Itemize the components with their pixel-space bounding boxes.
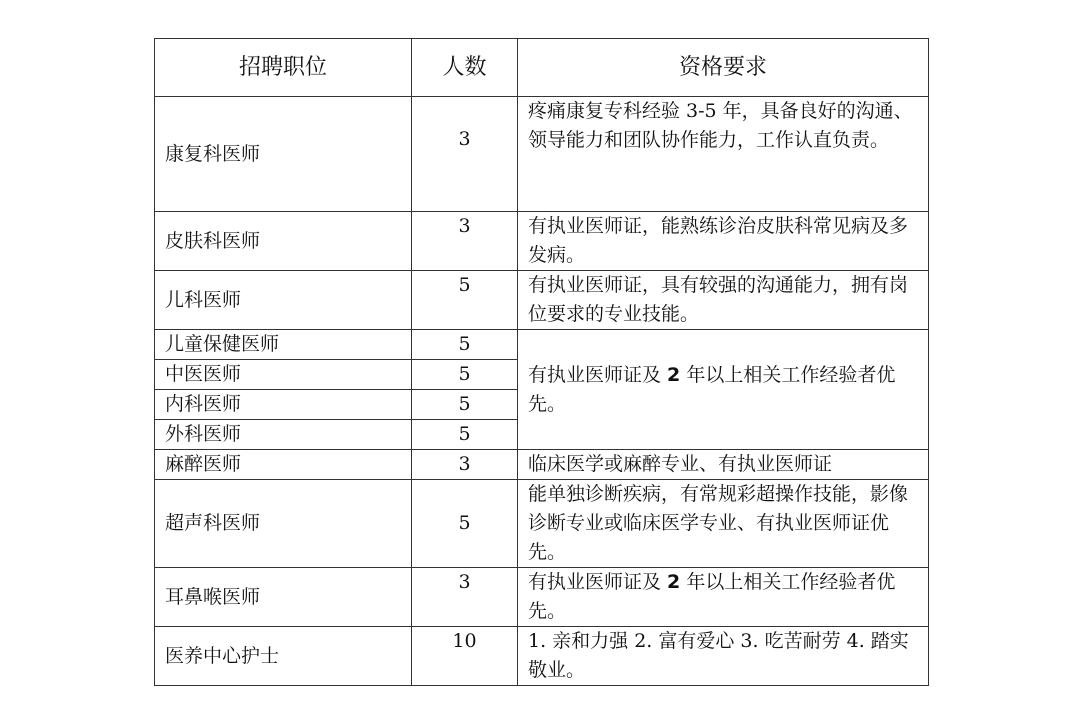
requirement-cell: 1. 亲和力强 2. 富有爱心 3. 吃苦耐劳 4. 踏实敬业。 [518, 627, 929, 686]
requirement-cell: 有执业医师证，具有较强的沟通能力，拥有岗位要求的专业技能。 [518, 271, 929, 330]
table-row [155, 627, 929, 686]
count-cell: 5 [412, 420, 518, 450]
requirement-cell: 能单独诊断疾病，有常规彩超操作技能，影像诊断专业或临床医学专业、有执业医师证优先。 [518, 480, 929, 568]
position-cell: 耳鼻喉医师 [155, 568, 412, 627]
position-cell: 麻醉医师 [155, 450, 412, 480]
table-row [155, 97, 929, 212]
count-cell: 3 [412, 212, 518, 271]
position-cell: 儿科医师 [155, 271, 412, 330]
table-row [155, 212, 929, 271]
recruitment-table [154, 38, 929, 686]
table-header-row [155, 39, 929, 97]
shared-requirement-cell [518, 330, 929, 450]
count-cell: 3 [412, 450, 518, 480]
count-cell: 5 [412, 390, 518, 420]
count-cell: 10 [412, 627, 518, 686]
header-requirements: 资格要求 [518, 39, 929, 97]
table-row [155, 450, 929, 480]
shared-requirement-years: 2 [667, 363, 681, 386]
table-row [155, 480, 929, 568]
header-count: 人数 [412, 39, 518, 97]
count-cell: 5 [412, 360, 518, 390]
count-cell: 3 [412, 568, 518, 627]
position-cell: 康复科医师 [155, 97, 412, 212]
shared-requirement-after: 年以上相关工作经验者优先。 [528, 363, 896, 415]
table-row [155, 271, 929, 330]
position-cell: 外科医师 [155, 420, 412, 450]
table-row [155, 330, 929, 360]
count-cell: 5 [412, 330, 518, 360]
count-cell: 5 [412, 480, 518, 568]
shared-requirement-before: 有执业医师证及 [528, 363, 668, 386]
shared-requirement-cell [518, 568, 929, 627]
position-cell: 中医医师 [155, 360, 412, 390]
count-cell: 5 [412, 271, 518, 330]
header-position: 招聘职位 [155, 39, 412, 97]
position-cell: 超声科医师 [155, 480, 412, 568]
shared-requirement-years: 2 [667, 571, 681, 593]
table-row [155, 568, 929, 627]
shared-requirement-after: 年以上相关工作经验者优先。 [528, 571, 896, 622]
position-cell: 皮肤科医师 [155, 212, 412, 271]
position-cell: 医养中心护士 [155, 627, 412, 686]
position-cell: 儿童保健医师 [155, 330, 412, 360]
count-cell: 3 [412, 97, 518, 212]
requirement-cell: 临床医学或麻醉专业、有执业医师证 [518, 450, 929, 480]
position-cell: 内科医师 [155, 390, 412, 420]
requirement-cell: 疼痛康复专科经验 3-5 年，具备良好的沟通、领导能力和团队协作能力，工作认直负责。 [518, 97, 929, 212]
shared-requirement-before: 有执业医师证及 [528, 571, 668, 593]
requirement-cell: 有执业医师证，能熟练诊治皮肤科常见病及多发病。 [518, 212, 929, 271]
